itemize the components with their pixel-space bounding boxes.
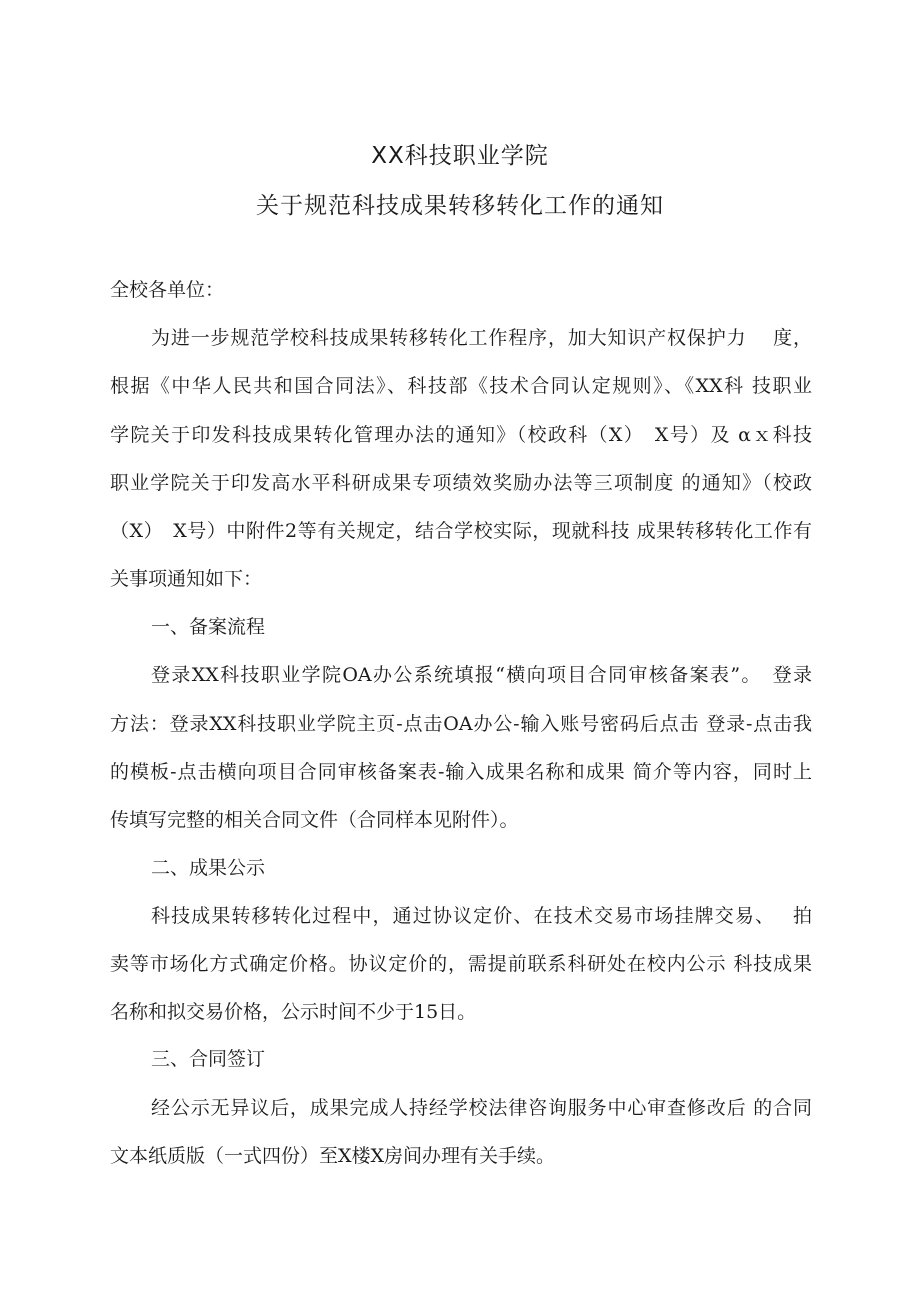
section2-line-1: 科技成果转移转化过程中，通过协议定价、在技术交易市场挂牌交易、 拍 bbox=[151, 905, 812, 927]
section1-line-2: 方法：登录XX科技职业学院主页-点击OA办公-输入账号密码后点击 登录-点击我 bbox=[110, 713, 812, 735]
section1-line-1: 登录XX科技职业学院OA办公系统填报“横向项目合同审核备案表”。 登录 bbox=[151, 664, 812, 686]
intro-line-6: 关事项通知如下： bbox=[110, 568, 263, 590]
intro-line-5: （X） X号）中附件2等有关规定，结合学校实际，现就科技 成果转移转化工作有 bbox=[110, 520, 812, 542]
intro-line-1: 为进一步规范学校科技成果转移转化工作程序，加大知识产权保护力 度， bbox=[151, 327, 812, 349]
section1-line-3: 的模板-点击横向项目合同审核备案表-输入成果名称和成果 简介等内容，同时上 bbox=[110, 761, 812, 783]
intro-line-3: 学院关于印发科技成果转化管理办法的通知》（校政科（X） X号）及 αｘ科技 bbox=[110, 424, 812, 446]
section-heading-contract: 三、合同签订 bbox=[151, 1048, 266, 1070]
section3-line-2: 文本纸质版（一式四份）至X楼X房间办理有关手续。 bbox=[110, 1145, 556, 1167]
section2-line-2: 卖等市场化方式确定价格。协议定价的，需提前联系科研处在校内公示 科技成果 bbox=[110, 953, 812, 975]
intro-line-4: 职业学院关于印发高水平科研成果专项绩效奖励办法等三项制度 的通知》（校政 bbox=[110, 472, 812, 494]
section-heading-filing: 一、备案流程 bbox=[151, 616, 266, 638]
section2-line-3: 名称和拟交易价格，公示时间不少于15日。 bbox=[110, 1001, 477, 1023]
institution-title: XX科技职业学院 bbox=[371, 143, 549, 169]
section-heading-publicity: 二、成果公示 bbox=[151, 857, 266, 879]
salutation: 全校各单位： bbox=[110, 279, 225, 301]
section1-line-4: 传填写完整的相关合同文件（合同样本见附件）。 bbox=[110, 809, 519, 831]
section3-line-1: 经公示无异议后，成果完成人持经学校法律咨询服务中心审查修改后 的合同 bbox=[151, 1097, 812, 1119]
intro-line-2: 根据《中华人民共和国合同法》、科技部《技术合同认定规则》、《XX科 技职业 bbox=[110, 375, 812, 397]
notice-title: 关于规范科技成果转移转化工作的通知 bbox=[256, 193, 664, 219]
